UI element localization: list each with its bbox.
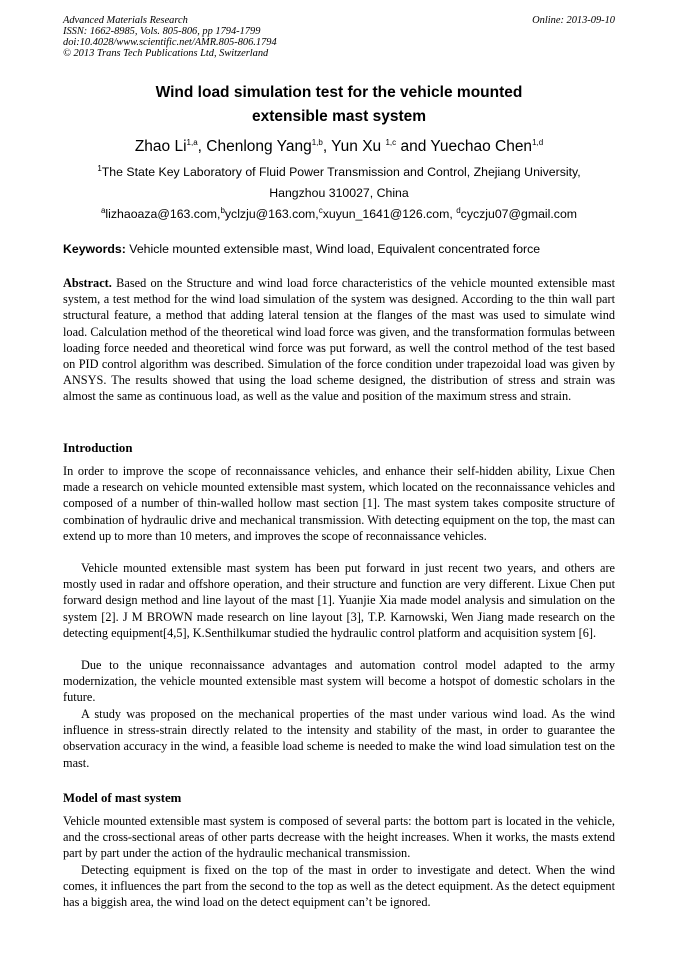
email-sup: b <box>220 205 225 215</box>
paragraph: Detecting equipment is fixed on the top of the mast in order to investigate and detect. When the wind comes, it influences the part from the second to the top as well as the detect equipment. As the detect equipment has a biggish area, the wind load on the detect equipment can’t be ignored. <box>63 863 615 910</box>
online-date: Online: 2013-09-10 <box>532 15 615 26</box>
title-line-1: Wind load simulation test for the vehicle mounted <box>155 84 523 101</box>
title-line-2: extensible mast system <box>251 108 427 125</box>
copyright-line: © 2013 Trans Tech Publications Ltd, Switzerland <box>63 48 269 59</box>
author-sup: 1,a <box>186 137 198 147</box>
paragraph: Vehicle mounted extensible mast system has been put forward in just recent two years, and others are mostly used in radar and offshore operation, and their structure and function are very different. Lixue Chen put forward design method and line layout of the mast [1]. Yuanjie Xia made model analysis and simulation on the system [2]. J M BROWN made research on line layout [3], T.P. Karnowski, Wen Jiang made research on the detecting equipment[4,5], K.Senthilkumar studied the hydraulic control platform and acquisition system [6]. <box>63 561 615 640</box>
author-name: Yuechao Chen <box>430 138 533 155</box>
email-address: yclzju@163.com, <box>224 207 319 221</box>
paragraph: In order to improve the scope of reconnaissance vehicles, and enhance their self-hidden ability, Lixue Chen made a research on vehicle mounted extensible mast system, which located on the reconnaissance vehicles and composed of a number of thin-walled hollow mast section [1]. The mast system takes composite structure of combination of hydraulic drive and mechanical transmission. With detecting equipment on the top, the mast can extend up to more than 10 meters, and improves the scope of reconnaissance vehicles. <box>63 464 615 543</box>
affiliation-line-2: Hangzhou 310027, China <box>269 186 409 200</box>
email-address: lizhaoaza@163.com, <box>105 207 221 221</box>
affiliation <box>63 162 615 204</box>
abstract-text: Based on the Structure and wind load force characteristics of the vehicle mounted extensible mast system, a test method for the wind load simulation of the system was designed. According to the thin wall part structural feature, a method that adding lateral tension at the flanges of the mast was used to simulate wind load. Calculation method of the theoretical wind load force was given, and the transformation formulas between loading force needed and theoretical wind force was put forward, as well the control method of the test based on PID control algorithm was described. Simulation of the force condition under trapezoidal load was given by ANSYS. The results showed that using the load scheme designed, the distribution of stress and strain was almost the same as continuous load, as well as the value and position of the maximum stress and strain. <box>63 276 616 404</box>
keywords-label: Keywords: <box>63 242 126 256</box>
affiliation-sup: 1 <box>97 163 102 173</box>
email-list <box>63 205 615 223</box>
author-sup: 1,c <box>385 137 397 147</box>
author-name: Zhao Li <box>134 138 187 155</box>
email-sup: c <box>318 205 323 215</box>
email-sup: a <box>100 205 106 215</box>
keywords <box>63 241 615 257</box>
paragraph: Due to the unique reconnaissance advantages and automation control model adapted to the army modernization, the vehicle mounted extensible mast system will become a hotspot of domestic scholars in the future. <box>63 658 615 705</box>
author-name: Yun Xu <box>331 138 382 155</box>
email-address: xuyun_1641@126.com, <box>322 207 453 221</box>
affiliation-line-1: The State Key Laboratory of Fluid Power Transmission and Control, Zhejiang University, <box>101 165 581 179</box>
issn-line: ISSN: 1662-8985, Vols. 805-806, pp 1794-1799 <box>63 26 261 37</box>
paragraph: A study was proposed on the mechanical properties of the mast under various wind load. As the wind influence in stress-strain directly related to the intensity and stability of the mast, in order to guarantee the observation accuracy in the wind, a feasible load scheme is needed to make the wind load simulation test on the mast. <box>63 707 615 770</box>
author-name: Chenlong Yang <box>206 138 312 155</box>
email-sup: d <box>456 205 461 215</box>
paper-title <box>63 81 615 129</box>
author-list: Zhao Li$^{1,a}$, Chenlong Yang$^{1,b}$, Yun Xu $^{1,c}$ and Yuechao Chen$^{1,d}$ <box>134 137 544 155</box>
email-address: cyczju07@gmail.com <box>460 207 578 221</box>
section-heading-introduction: Introduction <box>63 441 133 455</box>
author-sup: 1,d <box>532 137 544 147</box>
section-heading-model: Model of mast system <box>63 791 182 805</box>
keywords-text: Vehicle mounted extensible mast, Wind load, Equivalent concentrated force <box>129 242 541 256</box>
abstract <box>63 275 615 405</box>
author-sup: 1,b <box>311 137 323 147</box>
doi-line: doi:10.4028/www.scientific.net/AMR.805-806.1794 <box>63 37 277 48</box>
abstract-label: Abstract. <box>63 276 112 290</box>
journal-header <box>63 15 615 59</box>
paragraph: Vehicle mounted extensible mast system is composed of several parts: the bottom part is located in the vehicle, and the cross-sectional areas of other parts decrease with the height increases. When it works, the masts extend part by part under the action of the hydraulic mechanical transmission. <box>63 814 615 861</box>
journal-name: Advanced Materials Research <box>63 15 188 26</box>
